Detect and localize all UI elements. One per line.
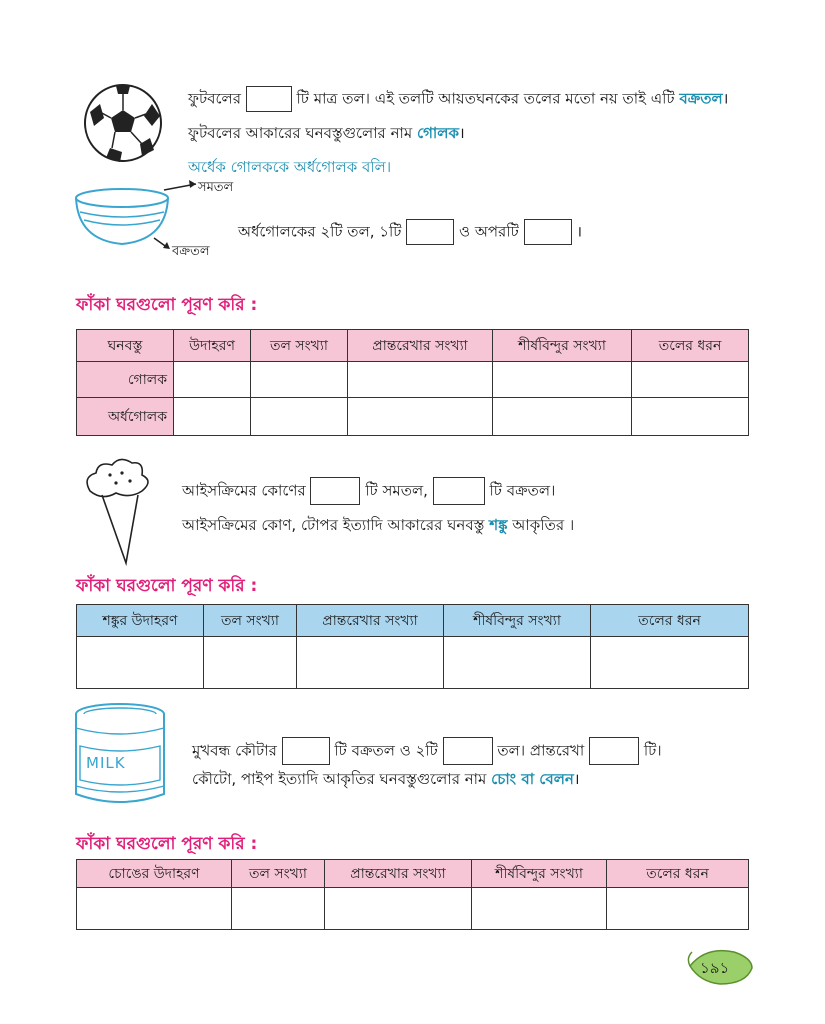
table-header: তল সংখ্যা xyxy=(251,330,348,362)
table-cell[interactable] xyxy=(325,888,472,930)
table-cell[interactable] xyxy=(77,637,204,689)
text: তল। প্রান্তরেখা xyxy=(497,741,585,760)
table-header: প্রান্তরেখার সংখ্যা xyxy=(297,605,444,637)
table-header: শীর্ষবিন্দুর সংখ্যা xyxy=(472,860,607,888)
text: কৌটো, পাইপ ইত্যাদি আকৃতির ঘনবস্তুগুলোর নাম xyxy=(192,770,487,788)
text: আইসক্রিমের কোণ, টোপর ইত্যাদি আকারের ঘনবস্তু xyxy=(182,516,485,534)
table-header: চোঙের উদাহরণ xyxy=(77,860,232,888)
section-heading-3: ফাঁকা ঘরগুলো পূরণ করি : xyxy=(76,834,258,854)
table-header: প্রান্তরেখার সংখ্যা xyxy=(348,330,493,362)
table-cell[interactable] xyxy=(251,362,348,398)
table-header: উদাহরণ xyxy=(174,330,251,362)
text: অর্ধগোলকের ২টি তল, ১টি xyxy=(238,222,402,241)
text: আকৃতির । xyxy=(512,516,575,534)
football-icon xyxy=(82,82,164,164)
text: । xyxy=(573,770,580,788)
answer-box[interactable] xyxy=(310,477,360,505)
table-header: শীর্ষবিন্দুর সংখ্যা xyxy=(444,605,591,637)
term-cone: শঙ্কু xyxy=(489,516,508,534)
cone-line-1 xyxy=(182,477,555,505)
text: ফুটবলের xyxy=(188,89,241,108)
table-header: প্রান্তরেখার সংখ্যা xyxy=(325,860,472,888)
table-sphere xyxy=(76,329,749,436)
text: । xyxy=(458,124,465,142)
table-header: তলের ধরন xyxy=(632,330,749,362)
page-number: ১৯১ xyxy=(700,959,730,977)
table-header: তল সংখ্যা xyxy=(232,860,325,888)
ice-cream-cone-icon xyxy=(80,455,170,567)
section-heading-2: ফাঁকা ঘরগুলো পূরণ করি : xyxy=(76,576,258,596)
term-sphere: গোলক xyxy=(417,124,459,142)
table-cell[interactable] xyxy=(591,637,749,689)
cylinder-line-1 xyxy=(192,737,662,765)
text: টি মাত্র তল। এই তলটি আয়তঘনকের তলের মতো নয় তাই এটি xyxy=(296,89,675,108)
table-cell[interactable] xyxy=(493,362,632,398)
answer-box[interactable] xyxy=(589,737,639,765)
answer-box[interactable] xyxy=(443,737,493,765)
label-curved-surface: বক্রতল xyxy=(172,244,210,259)
text: টি। xyxy=(643,741,662,760)
table-header: শীর্ষবিন্দুর সংখ্যা xyxy=(493,330,632,362)
table-cell[interactable] xyxy=(232,888,325,930)
table-cell[interactable] xyxy=(632,362,749,398)
answer-box[interactable] xyxy=(433,477,485,505)
text: টি সমতল, xyxy=(365,481,428,500)
cylinder-line-2 xyxy=(192,769,580,789)
table-cylinder xyxy=(76,859,749,930)
term-cylinder: চোং বা বেলন xyxy=(491,770,574,788)
table-cell[interactable] xyxy=(174,362,251,398)
table-cell[interactable] xyxy=(607,888,749,930)
table-cell[interactable] xyxy=(204,637,297,689)
term-curved-surface: বক্রতল xyxy=(679,89,723,108)
table-cell[interactable] xyxy=(297,637,444,689)
answer-box[interactable] xyxy=(406,219,454,245)
section-heading-1: ফাঁকা ঘরগুলো পূরণ করি : xyxy=(76,295,258,315)
table-cell[interactable] xyxy=(348,398,493,436)
text: টি বক্রতল ও ২টি xyxy=(334,741,438,760)
football-line-2 xyxy=(188,123,465,143)
answer-box[interactable] xyxy=(524,219,572,245)
answer-box[interactable] xyxy=(246,86,292,112)
table-cell[interactable] xyxy=(348,362,493,398)
answer-box[interactable] xyxy=(282,737,330,765)
table-cell[interactable] xyxy=(251,398,348,436)
label-flat-surface: সমতল xyxy=(198,180,234,195)
table-cell[interactable] xyxy=(632,398,749,436)
cone-line-2 xyxy=(182,515,574,535)
text: ও অপরটি xyxy=(459,222,519,241)
row-label: অর্ধগোলক xyxy=(77,398,174,436)
table-cell[interactable] xyxy=(444,637,591,689)
table-header: তল সংখ্যা xyxy=(204,605,297,637)
table-cell[interactable] xyxy=(174,398,251,436)
text: আইসক্রিমের কোণের xyxy=(182,481,306,500)
table-cell[interactable] xyxy=(472,888,607,930)
row-label: গোলক xyxy=(77,362,174,398)
table-cone xyxy=(76,604,749,689)
table-cell[interactable] xyxy=(77,888,232,930)
hemisphere-definition: অর্ধেক গোলককে অর্ধগোলক বলি। xyxy=(188,158,392,176)
hemisphere-line xyxy=(238,219,582,245)
table-header: শঙ্কুর উদাহরণ xyxy=(77,605,204,637)
table-header: তলের ধরন xyxy=(607,860,749,888)
table-cell[interactable] xyxy=(493,398,632,436)
table-header: তলের ধরন xyxy=(591,605,749,637)
text: । xyxy=(722,89,729,108)
table-header: ঘনবস্তু xyxy=(77,330,174,362)
text: টি বক্রতল। xyxy=(489,481,556,500)
text: । xyxy=(576,222,582,241)
text: মুখবন্ধ কৌটার xyxy=(192,741,277,760)
milk-label: MILK xyxy=(86,754,126,772)
football-line-1 xyxy=(188,86,728,112)
text: ফুটবলের আকারের ঘনবস্তুগুলোর নাম xyxy=(188,124,413,142)
